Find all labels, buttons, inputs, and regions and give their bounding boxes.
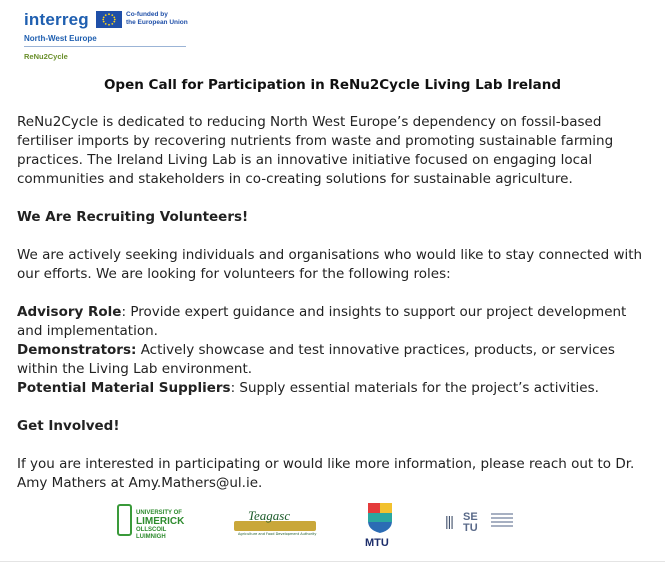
setu-mark-icon: ||| [445,513,453,529]
role-item [17,379,647,398]
cofunded-line-1: Co-funded by [126,11,168,18]
role-description: Provide expert guidance and insights to support our project development and implementation. [17,304,627,339]
role-name: Demonstrators: [17,342,137,358]
ul-wordmark [136,510,197,541]
contact-paragraph: If you are interested in participating or would like more information, please reach out to Dr. Amy Mathers at Amy.Mathers@ul.ie. [17,456,635,491]
teagasc-wordmark: Teagasc [248,508,291,523]
cofunded-line-2: the European Union [126,19,188,26]
footer-divider [0,561,665,562]
document-body [17,113,647,512]
role-description: Supply essential materials for the project’s activities. [239,380,599,396]
region-label: North-West Europe [24,34,97,43]
partner-logos [0,503,665,551]
role-item [17,303,647,341]
header-divider [24,46,186,47]
role-description: Actively showcase and test innovative practices, products, or services within the Living Lab environment. [17,342,615,377]
interreg-wordmark: interreg [24,10,89,29]
role-separator: : [230,380,240,396]
ul-line-1: UNIVERSITY OF [136,510,182,516]
setu-line-2: TU [463,522,478,534]
recruiting-paragraph: We are actively seeking individuals and organisations who would like to stay connected with our efforts. We are looking for volunteers for the following roles: [17,247,643,282]
ul-line-3: OLLSCOIL LUIMNIGH [136,527,167,540]
cofunded-label [126,11,188,27]
role-item [17,341,647,379]
mtu-shield-icon [368,503,392,533]
role-separator: : [121,304,131,320]
intro-paragraph: ReNu2Cycle is dedicated to reducing North West Europe’s dependency on fossil-based fertiliser imports by recovering nutrients from waste and promoting sustainable farming practices. The Ireland Living Lab is an innovative initiative focused on engaging local communities and stakeholders in co-creating solutions for sustainable agriculture. [17,114,614,187]
mtu-logo [365,503,395,549]
setu-tagline-lines [491,513,513,533]
program-label: ReNu2Cycle [24,52,68,61]
university-of-limerick-logo [117,503,197,539]
teagasc-subtitle: Agriculture and Food Development Authority [238,532,317,536]
eu-flag-icon [96,11,122,28]
role-name: Advisory Role [17,304,122,320]
ul-crest-icon [117,504,132,536]
setu-line-1: SE [463,511,478,523]
role-name: Potential Material Suppliers [17,380,231,396]
teagasc-logo [234,510,316,536]
page-title: Open Call for Participation in ReNu2Cycle Living Lab Ireland [103,77,562,93]
setu-logo [445,510,515,538]
ul-line-2: LIMERICK [136,516,185,527]
interreg-logo [24,10,189,64]
roles-list [17,303,647,398]
setu-wordmark [463,512,478,534]
recruiting-heading: We Are Recruiting Volunteers! [17,209,249,225]
get-involved-heading: Get Involved! [17,418,120,434]
mtu-wordmark: MTU [365,537,389,549]
